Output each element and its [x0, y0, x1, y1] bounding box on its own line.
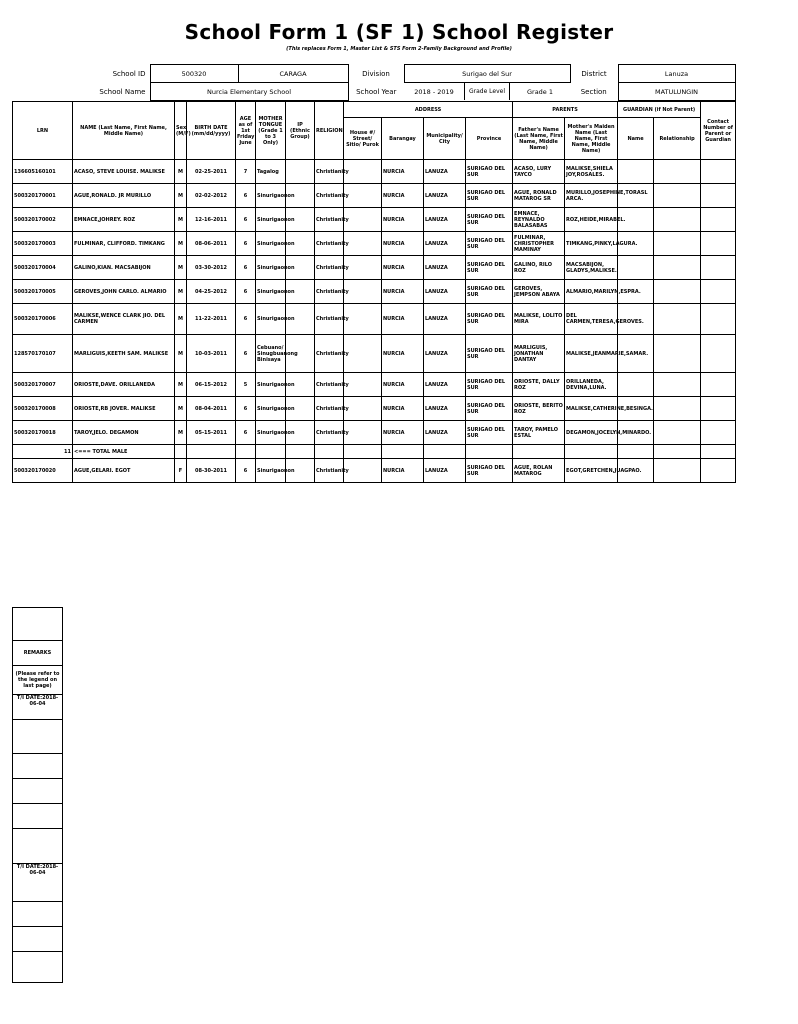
cell-sex: M	[175, 397, 187, 421]
table-row	[13, 373, 736, 397]
cell-name: GEROVES,JOHN CARLO. ALMARIO	[73, 280, 175, 304]
cell-relationship	[654, 232, 701, 256]
cell-father: ACASO, LURY TAYCO	[513, 160, 565, 184]
school-year-value: 2018 - 2019	[404, 83, 465, 100]
cell-sex: M	[175, 232, 187, 256]
form-subtitle: (This replaces Form 1, Master List & STS Form 2-Family Background and Profile)	[286, 46, 512, 52]
header-birth-date: BIRTH DATE (mm/dd/yyyy)	[187, 102, 236, 160]
cell-province: SURIGAO DEL SUR	[466, 459, 513, 483]
header-sex: Sex (M/F)	[175, 102, 187, 160]
header-contact: Contact Number of Parent or Guardian	[701, 102, 736, 160]
cell-relationship	[654, 397, 701, 421]
cell-sex: M	[175, 421, 187, 445]
cell-name: ORIOSTE,RB JOVER. MALIKSE	[73, 397, 175, 421]
cell-religion: Christianity	[315, 459, 344, 483]
cell-birth: 04-25-2012	[187, 280, 236, 304]
cell-barangay: NURCIA	[382, 459, 424, 483]
cell-contact	[701, 459, 736, 483]
grade-level-label: Grade Level	[465, 83, 510, 100]
cell-age: 7	[236, 160, 256, 184]
cell-mother: MACSABIJON, GLADYS,MALIKSE.	[565, 256, 618, 280]
cell-municipality: LANUZA	[424, 232, 466, 256]
form-title: School Form 1 (SF 1) School Register	[184, 20, 614, 44]
district-label: District	[581, 69, 607, 78]
cell-barangay: NURCIA	[382, 208, 424, 232]
cell-relationship	[654, 373, 701, 397]
division-value: Surigao del Sur	[404, 65, 570, 83]
cell-contact	[701, 335, 736, 373]
cell-tongue: Sinurigaonon	[256, 421, 286, 445]
cell-contact	[701, 184, 736, 208]
cell-mother: MALIKSE,CATHERINE,BESINGA.	[565, 397, 618, 421]
cell-birth: 03-30-2012	[187, 256, 236, 280]
cell-father: TAROY, PAMELO ESTAL	[513, 421, 565, 445]
header-lrn: LRN	[13, 102, 73, 160]
cell-sex: M	[175, 304, 187, 335]
cell-name: AGUE,RONALD. JR MURILLO	[73, 184, 175, 208]
table-row	[13, 304, 736, 335]
cell-relationship	[654, 459, 701, 483]
header-house: House #/ Street/ Sitio/ Purok	[344, 118, 382, 160]
cell-religion: Christianity	[315, 304, 344, 335]
cell-age: 6	[236, 304, 256, 335]
cell-name: MALIKSE,WENCE CLARK JIO. DEL CARMEN	[73, 304, 175, 335]
cell-relationship	[654, 184, 701, 208]
table-row	[13, 280, 736, 304]
cell-birth: 12-16-2011	[187, 208, 236, 232]
cell-birth: 08-30-2011	[187, 459, 236, 483]
section-label: Section	[580, 87, 607, 96]
cell-barangay: NURCIA	[382, 335, 424, 373]
cell-contact	[701, 256, 736, 280]
cell-municipality: LANUZA	[424, 397, 466, 421]
table-row	[13, 160, 736, 184]
cell-sex: M	[175, 184, 187, 208]
cell-mother: ROZ,HEIDE,MIRABEL.	[565, 208, 618, 232]
cell-contact	[701, 280, 736, 304]
cell-province: SURIGAO DEL SUR	[466, 397, 513, 421]
cell-house	[344, 459, 382, 483]
header-parents: PARENTS	[513, 102, 618, 118]
cell-municipality: LANUZA	[424, 373, 466, 397]
grade-level-value: Grade 1	[526, 87, 554, 96]
cell-age: 6	[236, 232, 256, 256]
cell-age: 6	[236, 280, 256, 304]
cell-age: 6	[236, 184, 256, 208]
cell-religion: Christianity	[315, 184, 344, 208]
cell-father: ORIOSTE, DALLY ROZ	[513, 373, 565, 397]
cell-contact	[701, 421, 736, 445]
region-value: CARAGA	[238, 65, 348, 83]
table-row	[13, 256, 736, 280]
cell-religion: Christianity	[315, 232, 344, 256]
cell-religion: Christianity	[315, 160, 344, 184]
cell-province: SURIGAO DEL SUR	[466, 304, 513, 335]
cell-age: 6	[236, 208, 256, 232]
cell-house	[344, 304, 382, 335]
cell-age: 6	[236, 397, 256, 421]
cell-tongue: Sinurigaonon	[256, 232, 286, 256]
cell-tongue: Cebuano/ Sinugbuanong Binisaya	[256, 335, 286, 373]
cell-father: AGUE, ROLAN MATAROG	[513, 459, 565, 483]
cell-contact	[701, 232, 736, 256]
cell-relationship	[654, 335, 701, 373]
cell-father: AGUE, RONALD MATAROG SR	[513, 184, 565, 208]
cell-birth: 06-15-2012	[187, 373, 236, 397]
cell-relationship	[654, 256, 701, 280]
table-row	[13, 208, 736, 232]
cell-barangay: NURCIA	[382, 373, 424, 397]
cell-religion: Christianity	[315, 335, 344, 373]
cell-father: GEROVES, JEMPSON ABAYA	[513, 280, 565, 304]
cell-barangay: NURCIA	[382, 232, 424, 256]
register-table	[12, 101, 736, 483]
cell-lrn: 500320170005	[13, 280, 73, 304]
cell-barangay: NURCIA	[382, 184, 424, 208]
header-relationship: Relationship	[654, 118, 701, 160]
cell-religion: Christianity	[315, 256, 344, 280]
table-row	[13, 459, 736, 483]
cell-age: 6	[236, 335, 256, 373]
cell-mother: MALIKSE,SHIELA JOY,ROSALES.	[565, 160, 618, 184]
cell-lrn: 500320170002	[13, 208, 73, 232]
district-value: Lanuza	[618, 65, 735, 83]
cell-guardian	[618, 256, 654, 280]
cell-father: MARLIGUIS, JONATHAN DANTAY	[513, 335, 565, 373]
cell-lrn: 500320170006	[13, 304, 73, 335]
cell-house	[344, 421, 382, 445]
cell-age: 5	[236, 373, 256, 397]
cell-age: 6	[236, 421, 256, 445]
division-label: Division	[362, 69, 390, 78]
cell-municipality: LANUZA	[424, 184, 466, 208]
cell-relationship	[654, 421, 701, 445]
remarks-entry: T/I DATE:2018-06-04	[13, 864, 63, 902]
total-male-count: 11	[13, 445, 73, 459]
cell-ip	[286, 160, 315, 184]
cell-house	[344, 160, 382, 184]
school-id-label: School ID	[112, 69, 146, 78]
cell-municipality: LANUZA	[424, 335, 466, 373]
cell-relationship	[654, 160, 701, 184]
cell-father: EMNACE, REYNALDO BALASABAS	[513, 208, 565, 232]
cell-name: TAROY,JELO. DEGAMON	[73, 421, 175, 445]
cell-municipality: LANUZA	[424, 208, 466, 232]
cell-lrn: 500320170003	[13, 232, 73, 256]
cell-contact	[701, 373, 736, 397]
cell-sex: M	[175, 280, 187, 304]
cell-contact	[701, 304, 736, 335]
cell-guardian	[618, 373, 654, 397]
cell-religion: Christianity	[315, 397, 344, 421]
cell-province: SURIGAO DEL SUR	[466, 184, 513, 208]
cell-house	[344, 208, 382, 232]
cell-religion: Christianity	[315, 373, 344, 397]
cell-birth: 08-04-2011	[187, 397, 236, 421]
header-barangay: Barangay	[382, 118, 424, 160]
cell-mother: ALMARIO,MARILYN,ESPRA.	[565, 280, 618, 304]
cell-sex: M	[175, 256, 187, 280]
cell-name: MARLIGUIS,KEETH SAM. MALIKSE	[73, 335, 175, 373]
section-value: MATULUNGIN	[618, 83, 735, 101]
cell-mother: MALIKSE,JEANMARIE,SAMAR.	[565, 335, 618, 373]
header-guardian: GUARDIAN (if Not Parent)	[618, 102, 701, 118]
cell-lrn: 128570170107	[13, 335, 73, 373]
header-province: Province	[466, 118, 513, 160]
cell-birth: 08-06-2011	[187, 232, 236, 256]
school-name-value: Nurcia Elementary School	[150, 83, 348, 101]
cell-tongue: Sinurigaonon	[256, 304, 286, 335]
cell-lrn: 500320170001	[13, 184, 73, 208]
cell-name: GALINO,KIAN. MACSABIJON	[73, 256, 175, 280]
table-row	[13, 335, 736, 373]
cell-contact	[701, 397, 736, 421]
remarks-note: (Please refer to the legend on last page)	[13, 666, 63, 695]
cell-house	[344, 232, 382, 256]
school-name-label: School Name	[99, 87, 146, 96]
cell-religion: Christianity	[315, 208, 344, 232]
cell-barangay: NURCIA	[382, 397, 424, 421]
cell-province: SURIGAO DEL SUR	[466, 208, 513, 232]
cell-province: SURIGAO DEL SUR	[466, 335, 513, 373]
cell-lrn: 136605160101	[13, 160, 73, 184]
header-ip: IP (Ethnic Group)	[286, 102, 315, 160]
cell-lrn: 500320170020	[13, 459, 73, 483]
cell-municipality: LANUZA	[424, 160, 466, 184]
cell-name: EMNACE,JOHREY. ROZ	[73, 208, 175, 232]
cell-tongue: Sinurigaonon	[256, 184, 286, 208]
cell-province: SURIGAO DEL SUR	[466, 421, 513, 445]
cell-barangay: NURCIA	[382, 280, 424, 304]
cell-mother: TIMKANG,PINKY,LAGURA.	[565, 232, 618, 256]
cell-barangay: NURCIA	[382, 421, 424, 445]
cell-father: GALINO, RILO ROZ	[513, 256, 565, 280]
cell-name: FULMINAR, CLIFFORD. TIMKANG	[73, 232, 175, 256]
cell-province: SURIGAO DEL SUR	[466, 280, 513, 304]
cell-contact	[701, 208, 736, 232]
cell-barangay: NURCIA	[382, 304, 424, 335]
cell-house	[344, 256, 382, 280]
cell-father: ORIOSTE, BERITO ROZ	[513, 397, 565, 421]
cell-tongue: Sinurigaonon	[256, 280, 286, 304]
cell-house	[344, 335, 382, 373]
school-info-table	[12, 64, 736, 101]
cell-birth: 02-25-2011	[187, 160, 236, 184]
header-name: NAME (Last Name, First Name, Middle Name)	[73, 102, 175, 160]
cell-religion: Christianity	[315, 421, 344, 445]
cell-father: MALIKSE, LOLITO MIRA	[513, 304, 565, 335]
cell-age: 6	[236, 256, 256, 280]
cell-municipality: LANUZA	[424, 421, 466, 445]
cell-sex: M	[175, 335, 187, 373]
header-mother: Mother's Maiden Name (Last Name, First Name, Middle Name)	[565, 118, 618, 160]
cell-house	[344, 373, 382, 397]
cell-tongue: Sinurigaonon	[256, 459, 286, 483]
remarks-title: REMARKS	[13, 641, 63, 666]
cell-province: SURIGAO DEL SUR	[466, 232, 513, 256]
cell-name: AGUE,GELARI. EGOT	[73, 459, 175, 483]
remarks-entry: T/I DATE:2018-06-04	[13, 695, 63, 720]
cell-relationship	[654, 304, 701, 335]
cell-province: SURIGAO DEL SUR	[466, 256, 513, 280]
cell-lrn: 500320170004	[13, 256, 73, 280]
cell-mother: ORILLANEDA, DEVINA,LUNA.	[565, 373, 618, 397]
table-row	[13, 421, 736, 445]
school-id-value: 500320	[150, 65, 238, 83]
cell-municipality: LANUZA	[424, 256, 466, 280]
school-year-label: School Year	[356, 87, 397, 96]
cell-mother: EGOT,GRETCHEN,JUAGPAO.	[565, 459, 618, 483]
cell-tongue: Tagalog	[256, 160, 286, 184]
header-religion: RELIGION	[315, 102, 344, 160]
cell-province: SURIGAO DEL SUR	[466, 373, 513, 397]
cell-mother: DEGAMON,JOCELYN,MINARDO.	[565, 421, 618, 445]
cell-tongue: Sinurigaonon	[256, 256, 286, 280]
cell-birth: 11-22-2011	[187, 304, 236, 335]
cell-tongue: Sinurigaonon	[256, 373, 286, 397]
cell-mother: DEL CARMEN,TERESA,GEROVES.	[565, 304, 618, 335]
cell-guardian	[618, 160, 654, 184]
header-municipality: Municipality/ City	[424, 118, 466, 160]
total-male-row	[13, 445, 736, 459]
cell-barangay: NURCIA	[382, 256, 424, 280]
cell-contact	[701, 160, 736, 184]
cell-sex: F	[175, 459, 187, 483]
cell-relationship	[654, 280, 701, 304]
cell-father: FULMINAR, CHRISTOPHER MAMINAY	[513, 232, 565, 256]
cell-name: ORIOSTE,DAVE. ORILLANEDA	[73, 373, 175, 397]
header-address: ADDRESS	[344, 102, 513, 118]
cell-tongue: Sinurigaonon	[256, 208, 286, 232]
cell-barangay: NURCIA	[382, 160, 424, 184]
header-mother-tongue: MOTHER TONGUE (Grade 1 to 3 Only)	[256, 102, 286, 160]
cell-birth: 10-03-2011	[187, 335, 236, 373]
cell-house	[344, 184, 382, 208]
cell-birth: 05-15-2011	[187, 421, 236, 445]
cell-birth: 02-02-2012	[187, 184, 236, 208]
table-row	[13, 397, 736, 421]
cell-mother: MURILLO,JOSEPHINE,TORASL ARCA.	[565, 184, 618, 208]
cell-municipality: LANUZA	[424, 459, 466, 483]
table-row	[13, 232, 736, 256]
cell-name: ACASO, STEVE LOUISE. MALIKSE	[73, 160, 175, 184]
cell-lrn: 500320170008	[13, 397, 73, 421]
header-guardian-name: Name	[618, 118, 654, 160]
cell-sex: M	[175, 373, 187, 397]
cell-relationship	[654, 208, 701, 232]
cell-lrn: 500320170018	[13, 421, 73, 445]
cell-house	[344, 397, 382, 421]
cell-municipality: LANUZA	[424, 280, 466, 304]
cell-province: SURIGAO DEL SUR	[466, 160, 513, 184]
cell-municipality: LANUZA	[424, 304, 466, 335]
cell-house	[344, 280, 382, 304]
cell-lrn: 500320170007	[13, 373, 73, 397]
cell-age: 6	[236, 459, 256, 483]
total-male-label: <=== TOTAL MALE	[73, 445, 175, 459]
header-age: AGE as of 1st Friday June	[236, 102, 256, 160]
cell-sex: M	[175, 208, 187, 232]
table-row	[13, 184, 736, 208]
cell-tongue: Sinurigaonon	[256, 397, 286, 421]
cell-sex: M	[175, 160, 187, 184]
cell-guardian	[618, 184, 654, 208]
header-father: Father's Name (Last Name, First Name, Middle Name)	[513, 118, 565, 160]
cell-religion: Christianity	[315, 280, 344, 304]
remarks-column	[12, 607, 63, 983]
